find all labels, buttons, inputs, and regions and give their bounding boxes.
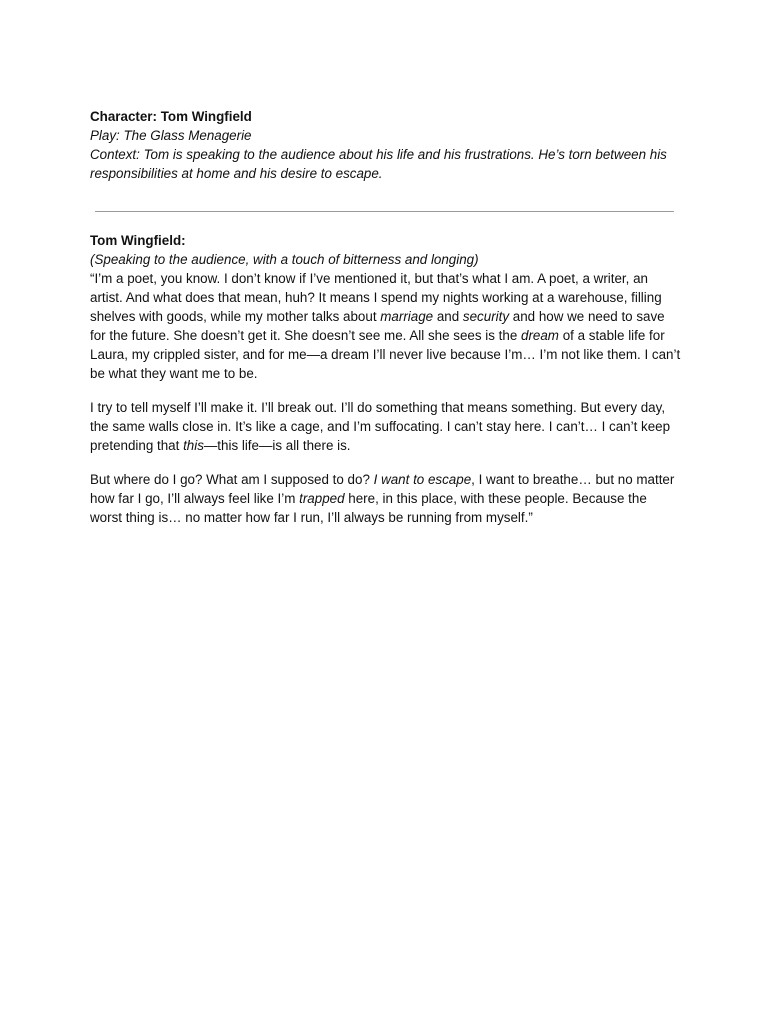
p1-text-g: of a stable life for Laura, my crippled sister, and for me—a dream I’ll never live because I’m… I’m not like them. I can’t be what they want me to be. xyxy=(90,328,681,381)
p3-emphasis-trapped: trapped xyxy=(299,491,345,506)
p1-emphasis-security: security xyxy=(462,309,510,324)
p1-emphasis-dream: dream xyxy=(521,328,559,343)
p1-text-e: and how we need to save for the future. She doesn’t get it. She doesn’t see me. All she sees is the xyxy=(90,309,665,343)
p2-text-a: I try to tell myself I’ll make it. I’ll break out. I’ll do something that means something. But every day, the same walls close in. It’s like a cage, and I’m suffocating. I can’t stay here. I can’t… I can’t keep pretending that xyxy=(90,400,671,453)
p1-text-c: and xyxy=(433,309,463,324)
p3-emphasis-escape: I want to escape xyxy=(373,472,472,487)
horizontal-divider xyxy=(95,211,674,212)
speaker-name: Tom Wingfield: xyxy=(90,233,186,248)
document-page xyxy=(90,107,682,527)
play-title: Play: The Glass Menagerie xyxy=(90,128,252,143)
context-note: Context: Tom is speaking to the audience about his life and his frustrations. He’s torn between his responsibilities at home and his desire to escape. xyxy=(90,147,667,181)
monologue-paragraph-2 xyxy=(90,398,682,455)
p3-text-a: But where do I go? What am I supposed to do? xyxy=(90,472,374,487)
p2-text-c: —this life—is all there is. xyxy=(203,438,351,453)
p2-emphasis-this: this xyxy=(183,438,204,453)
character-heading: Character: Tom Wingfield xyxy=(90,109,252,124)
p3-text-e: here, in this place, with these people. Because the worst thing is… no matter how far I run, I’ll always be running from myself.” xyxy=(90,491,647,525)
stage-direction: (Speaking to the audience, with a touch of bitterness and longing) xyxy=(90,252,479,267)
p1-emphasis-marriage: marriage xyxy=(380,309,434,324)
p3-text-c: , I want to breathe… but no matter how far I go, I’ll always feel like I’m xyxy=(90,472,675,506)
monologue-paragraph-1 xyxy=(90,269,682,383)
monologue-paragraph-3 xyxy=(90,470,682,527)
p1-text-a: “I’m a poet, you know. I don’t know if I’ve mentioned it, but that’s what I am. A poet, a writer, an artist. And what does that mean, huh? It means I spend my nights working at a warehouse, filling shelves with goods, while my mother talks about xyxy=(90,271,662,324)
